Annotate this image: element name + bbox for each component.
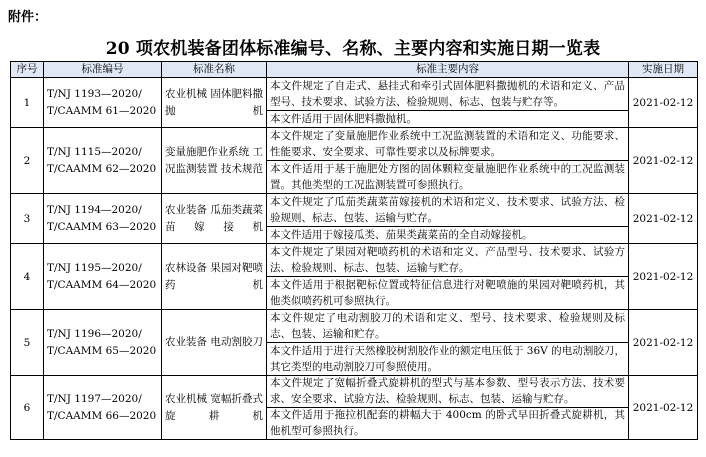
cell-standard-name: 农业装备 电动割胶刀 (162, 310, 267, 376)
table-row (11, 310, 698, 376)
cell-standard-number (44, 78, 162, 128)
cell-standard-number (44, 376, 162, 440)
content-applicability-text: 本文件适用于基于施肥处方图的固体颗粒变量施肥作业系统中的工况监测装置。其他类型的工况监测装置可参照执行。 (270, 163, 625, 191)
cell-standard-number (44, 194, 162, 244)
table-row (11, 128, 698, 194)
content-applicability-text: 本文件适用于固体肥料撒抛机。 (270, 113, 417, 125)
header-seq: 序号 (11, 62, 44, 78)
cell-standard-name: 农林设备 果园对靶喷药机 (162, 244, 267, 310)
cell-date: 2021-02-12 (629, 78, 698, 128)
content-scope-text: 本文件规定了变量施肥作业系统中工况监测装置的术语和定义、功能要求、性能要求、安全要求、可靠性要求以及标牌要求。 (267, 128, 628, 161)
table-header-row (11, 62, 698, 78)
cell-seq: 4 (11, 244, 44, 310)
cell-standard-name: 农业机械 宽幅折叠式旋耕机 (162, 376, 267, 440)
cell-seq: 5 (11, 310, 44, 376)
header-date: 实施日期 (629, 62, 698, 78)
cell-standard-number (44, 310, 162, 376)
cell-date: 2021-02-12 (629, 128, 698, 194)
content-applicability-text: 本文件适用于拖拉机配套的耕幅大于 400cm 的卧式早田折叠式旋耕机，其他机型可参照执行。 (270, 409, 625, 437)
content-scope-text: 本文件规定了电动割胶刀的术语和定义、型号、技术要求、检验规则及标志、包装、运输和贮存。 (267, 310, 628, 343)
standard-number-line: T/NJ 1197—2020/ (47, 392, 142, 405)
standards-table (10, 61, 698, 440)
table-row (11, 244, 698, 310)
table-row (11, 194, 698, 244)
cell-standard-number (44, 244, 162, 310)
content-scope-text: 本文件规定了自走式、悬挂式和牵引式固体肥料撒抛机的术语和定义、产品型号、技术要求、试验方法、检验规则、标志、包装与贮存等。 (267, 78, 628, 111)
cell-standard-name: 农业机械 固体肥料撒抛机 (162, 78, 267, 128)
content-applicability-text: 本文件适用于嫁接瓜类、茄果类蔬菜苗的全自动嫁接机。 (270, 229, 533, 241)
page-title: 20 项农机装备团体标准编号、名称、主要内容和实施日期一览表 (105, 39, 601, 59)
standard-number-line: T/NJ 1193—2020/ (47, 87, 142, 100)
cell-date: 2021-02-12 (629, 244, 698, 310)
standard-number-line: T/NJ 1194—2020/ (47, 203, 142, 216)
standard-number-line: T/NJ 1196—2020/ (47, 327, 142, 340)
standard-number-line: T/NJ 1195—2020/ (47, 261, 142, 274)
cell-date: 2021-02-12 (629, 310, 698, 376)
content-scope-text: 本文件规定了果园对靶喷药机的术语和定义、产品型号、技术要求、试验方法、检验规则、标志、包装、运输与贮存。 (267, 244, 628, 277)
header-name: 标准名称 (162, 62, 267, 78)
cell-content (267, 376, 629, 440)
content-scope-text: 本文件规定了宽幅折叠式旋耕机的型式与基本参数、型号表示方法、技术要求、安全要求、试验方法、检验规则、标志、包装、运输与贮存。 (267, 376, 628, 408)
cell-date: 2021-02-12 (629, 376, 698, 440)
table-row (11, 78, 698, 128)
header-number: 标准编号 (44, 62, 162, 78)
attachment-label: 附件： (8, 10, 48, 25)
standard-number-line: T/CAAMM 64—2020 (47, 278, 157, 291)
cell-content (267, 244, 629, 310)
cell-standard-name: 变量施肥作业系统 工况监测装置 技术规范 (162, 128, 267, 194)
cell-standard-number (44, 128, 162, 194)
content-applicability-text: 本文件适用于根据靶标位置或特征信息进行对靶喷施的果园对靶喷药机，其他类似喷药机可参照执行。 (270, 279, 625, 307)
content-scope-text: 本文件规定了瓜茄类蔬菜苗嫁接机的术语和定义、技术要求、试验方法、检验规则、标志、包装、运输与贮存。 (267, 194, 628, 227)
table-row (11, 376, 698, 440)
cell-seq: 3 (11, 194, 44, 244)
cell-seq: 6 (11, 376, 44, 440)
header-content: 标准主要内容 (267, 62, 629, 78)
standard-number-line: T/CAAMM 65—2020 (47, 344, 157, 357)
cell-seq: 2 (11, 128, 44, 194)
standard-number-line: T/CAAMM 62—2020 (47, 162, 157, 175)
cell-content (267, 128, 629, 194)
cell-content (267, 310, 629, 376)
cell-standard-name: 农业装备 瓜茄类蔬菜苗嫁接机 (162, 194, 267, 244)
cell-date: 2021-02-12 (629, 194, 698, 244)
content-applicability-text: 本文件适用于进行天然橡胶树割胶作业的额定电压低于 36V 的电动割胶刀，其它类型的电动割胶刀可参照使用。 (270, 345, 625, 373)
cell-seq: 1 (11, 78, 44, 128)
standard-number-line: T/NJ 1115—2020/ (47, 145, 142, 158)
cell-content (267, 194, 629, 244)
cell-content (267, 78, 629, 128)
standard-number-line: T/CAAMM 61—2020 (47, 104, 157, 117)
standard-number-line: T/CAAMM 63—2020 (47, 220, 157, 233)
standard-number-line: T/CAAMM 66—2020 (47, 409, 157, 422)
